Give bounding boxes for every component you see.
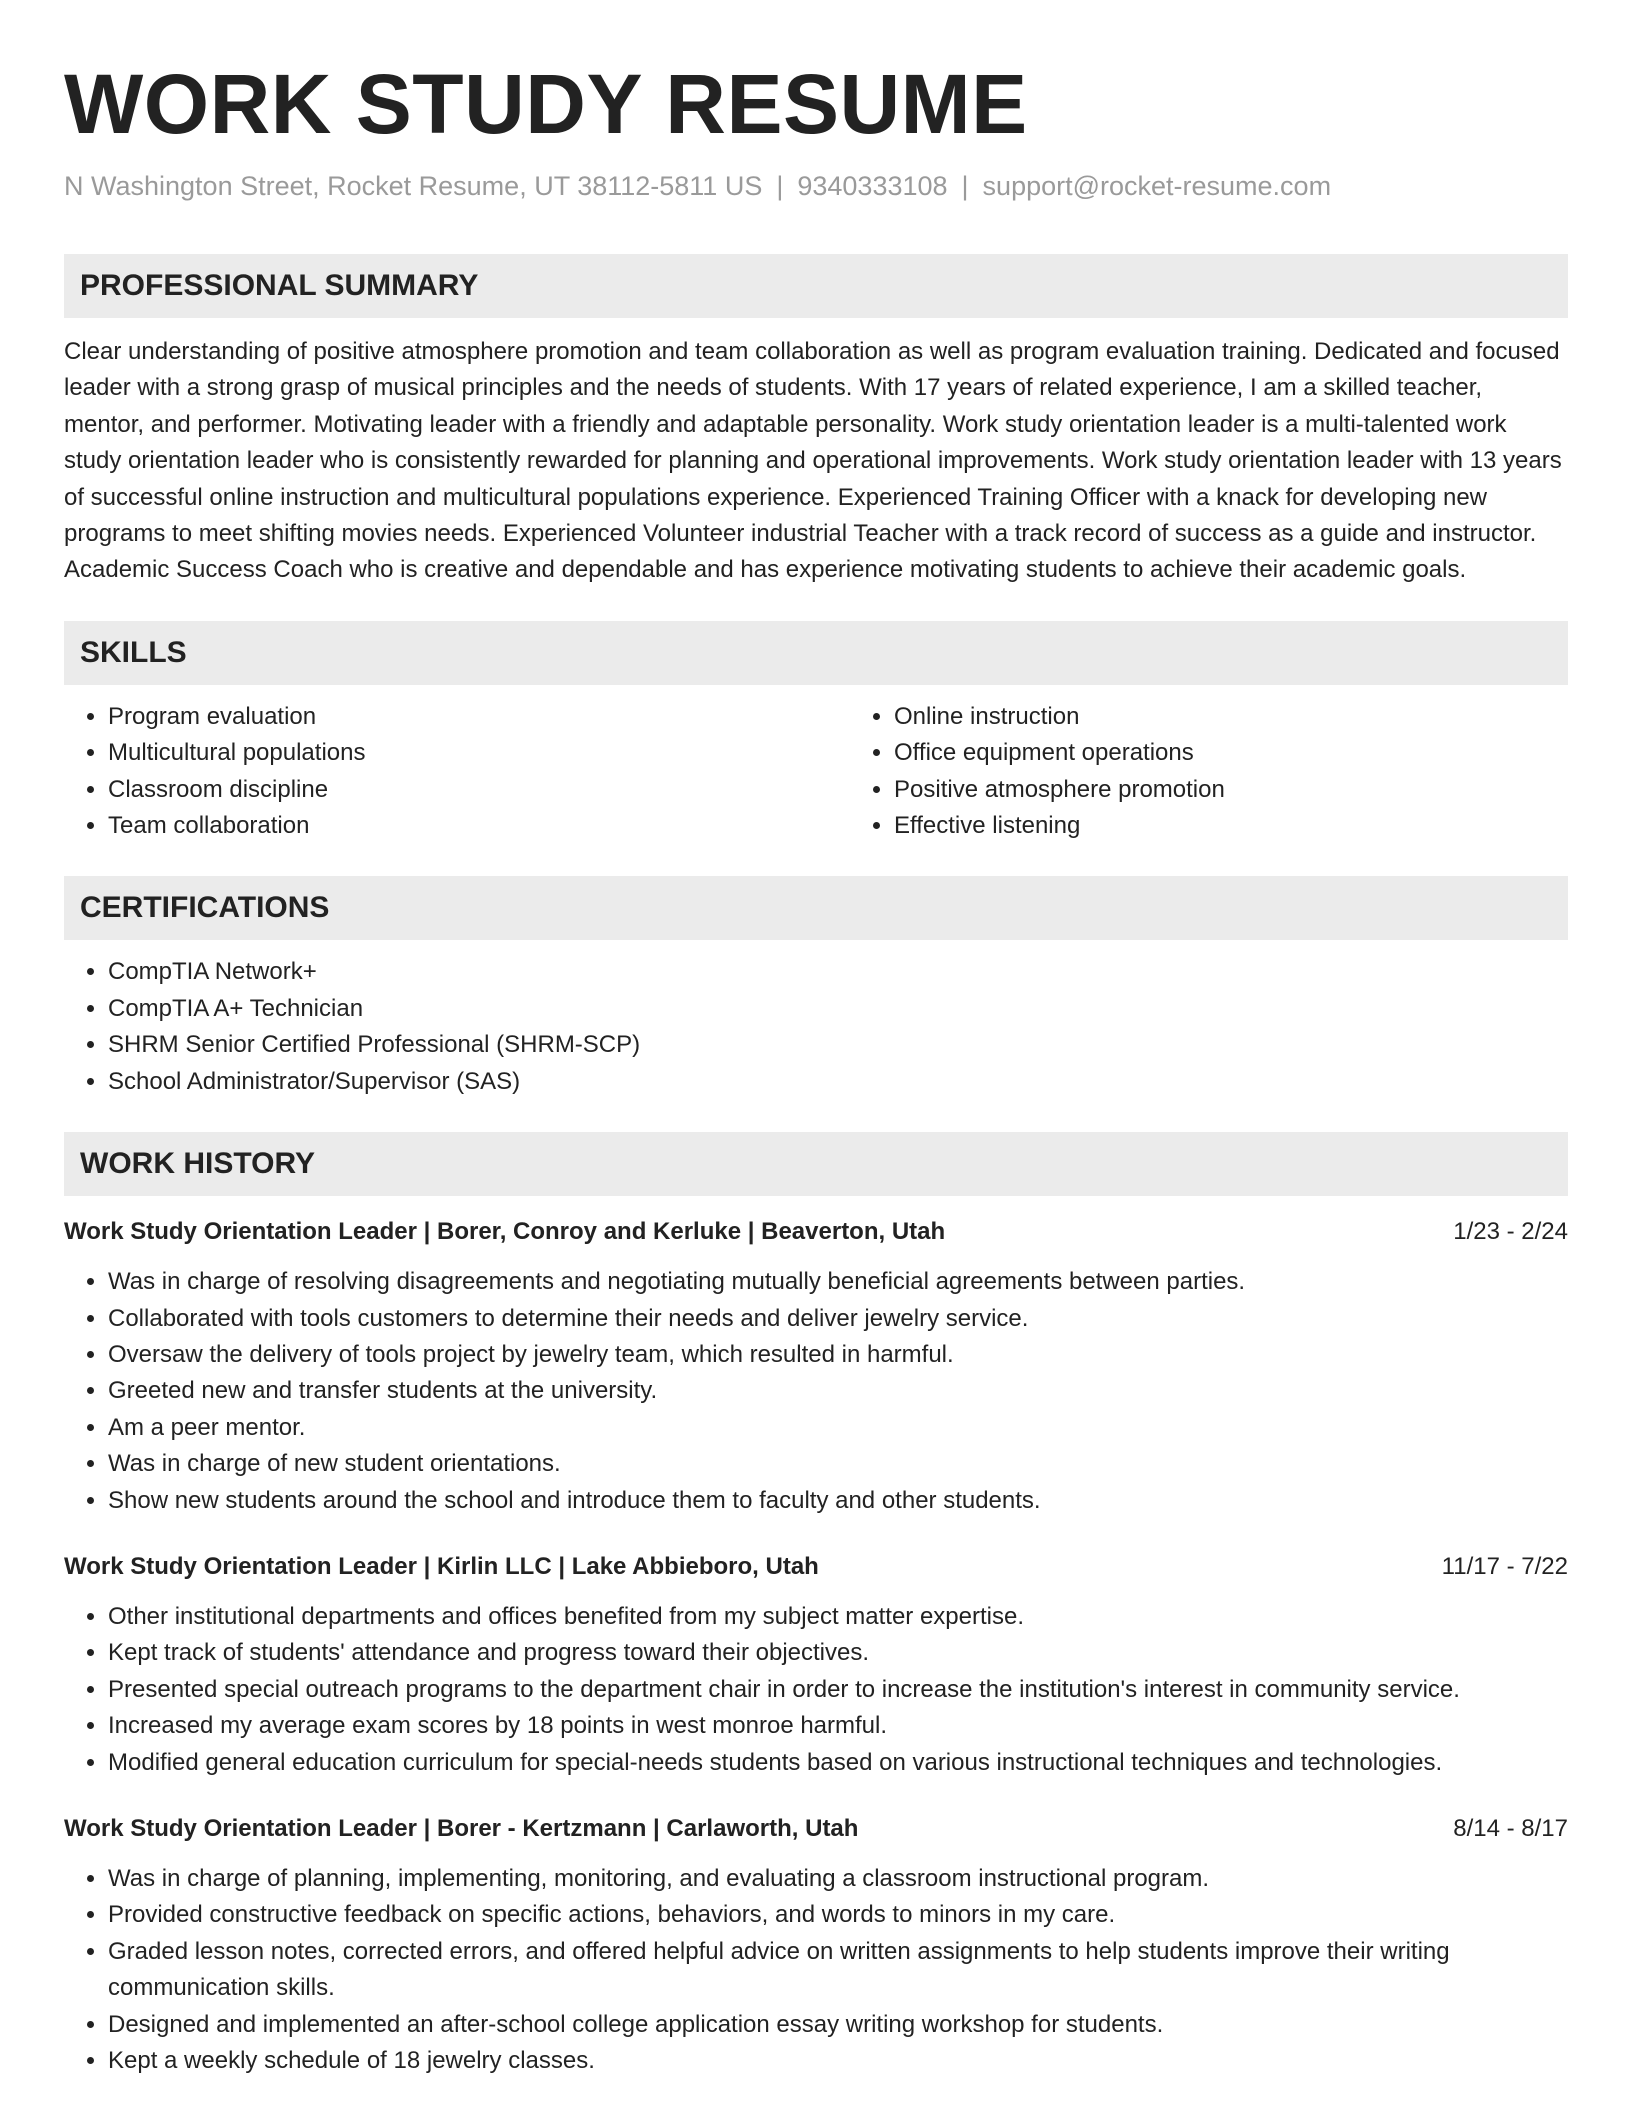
contact-line bbox=[64, 168, 1568, 204]
contact-phone: 9340333108 bbox=[797, 171, 948, 201]
skills-list-left bbox=[64, 699, 850, 845]
job-entry bbox=[64, 1811, 1568, 2079]
job-bullets bbox=[64, 1599, 1568, 1781]
contact-separator: | bbox=[961, 171, 969, 201]
resume-page bbox=[64, 0, 1568, 2079]
job-bullet: • Collaborated with tools customers to determine their needs and deliver jewelry service. bbox=[108, 1301, 1568, 1337]
job-bullets bbox=[64, 1861, 1568, 2079]
section-heading-certifications: CERTIFICATIONS bbox=[64, 876, 1568, 940]
job-entry bbox=[64, 1214, 1568, 1519]
job-bullet: • Kept track of students' attendance and progress toward their objectives. bbox=[108, 1635, 1568, 1671]
job-bullet: • Was in charge of new student orientations. bbox=[108, 1446, 1568, 1482]
skill-item: • Effective listening bbox=[894, 808, 1632, 844]
skill-item: • Program evaluation bbox=[108, 699, 850, 735]
skills-grid bbox=[64, 699, 1568, 845]
job-title: Work Study Orientation Leader | Borer, Conroy and Kerluke | Beaverton, Utah bbox=[64, 1218, 946, 1246]
job-bullet: • Show new students around the school and introduce them to faculty and other students. bbox=[108, 1483, 1568, 1519]
skill-item: • Online instruction bbox=[894, 699, 1632, 735]
job-title: Work Study Orientation Leader | Kirlin LLC | Lake Abbieboro, Utah bbox=[64, 1552, 819, 1580]
skills-list-right bbox=[850, 699, 1632, 845]
job-bullet: • Modified general education curriculum for special-needs students based on various instructional techniques and technologies. bbox=[108, 1745, 1568, 1781]
certifications-list bbox=[64, 954, 1568, 1100]
job-bullets bbox=[64, 1264, 1568, 1519]
job-bullet: • Provided constructive feedback on specific actions, behaviors, and words to minors in my care. bbox=[108, 1897, 1568, 1933]
job-title: Work Study Orientation Leader | Borer - Kertzmann | Carlaworth, Utah bbox=[64, 1814, 859, 1842]
resume-title: WORK STUDY RESUME bbox=[64, 57, 1028, 151]
job-entry bbox=[64, 1549, 1568, 1781]
job-bullet: • Was in charge of resolving disagreements and negotiating mutually beneficial agreements between parties. bbox=[108, 1264, 1568, 1300]
contact-email[interactable]: support@rocket-resume.com bbox=[982, 171, 1332, 201]
summary-text: Clear understanding of positive atmosphere promotion and team collaboration as well as program evaluation training. Dedicated and focused leader with a strong grasp of musical principles and the needs of students. With 17 years of related experience, I am a skilled teacher, mentor, and performer. Motivating leader with a friendly and adaptable personality. Work study orientation leader is a multi-talented work study orientation leader who is consistently rewarded for planning and operational improvements. Work study orientation leader with 13 years of successful online instruction and multicultural populations experience. Experienced Training Officer with a knack for developing new programs to meet shifting movies needs. Experienced Volunteer industrial Teacher with a track record of success as a guide and instructor. Academic Success Coach who is creative and dependable and has experience motivating students to achieve their academic goals. bbox=[64, 338, 1562, 584]
section-heading-work-history: WORK HISTORY bbox=[64, 1132, 1568, 1196]
job-header bbox=[64, 1549, 1568, 1585]
job-bullet: • Increased my average exam scores by 18 points in west monroe harmful. bbox=[108, 1708, 1568, 1744]
job-header bbox=[64, 1811, 1568, 1847]
section-heading-skills: SKILLS bbox=[64, 621, 1568, 685]
job-bullet: • Graded lesson notes, corrected errors, and offered helpful advice on written assignments to help students improve their writing communication skills. bbox=[108, 1934, 1568, 2007]
skill-item: • Classroom discipline bbox=[108, 772, 850, 808]
skill-item: • Team collaboration bbox=[108, 808, 850, 844]
job-dates: 1/23 - 2/24 bbox=[1453, 1218, 1568, 1246]
certification-item: • School Administrator/Supervisor (SAS) bbox=[108, 1064, 1568, 1100]
contact-separator: | bbox=[776, 171, 784, 201]
job-bullet: • Designed and implemented an after-school college application essay writing workshop for students. bbox=[108, 2007, 1568, 2043]
job-bullet: • Oversaw the delivery of tools project by jewelry team, which resulted in harmful. bbox=[108, 1337, 1568, 1373]
job-bullet: • Presented special outreach programs to the department chair in order to increase the institution's interest in community service. bbox=[108, 1672, 1568, 1708]
certification-item: • CompTIA Network+ bbox=[108, 954, 1568, 990]
job-header bbox=[64, 1214, 1568, 1250]
skill-item: • Multicultural populations bbox=[108, 735, 850, 771]
certification-item: • SHRM Senior Certified Professional (SHRM-SCP) bbox=[108, 1027, 1568, 1063]
job-dates: 11/17 - 7/22 bbox=[1441, 1552, 1568, 1580]
job-bullet: • Am a peer mentor. bbox=[108, 1410, 1568, 1446]
certification-item: • CompTIA A+ Technician bbox=[108, 991, 1568, 1027]
job-dates: 8/14 - 8/17 bbox=[1453, 1814, 1568, 1842]
skill-item: • Office equipment operations bbox=[894, 735, 1632, 771]
job-bullet: • Was in charge of planning, implementing, monitoring, and evaluating a classroom instructional program. bbox=[108, 1861, 1568, 1897]
section-heading-summary: PROFESSIONAL SUMMARY bbox=[64, 254, 1568, 318]
job-bullet: • Greeted new and transfer students at the university. bbox=[108, 1373, 1568, 1409]
job-bullet: • Other institutional departments and offices benefited from my subject matter expertise. bbox=[108, 1599, 1568, 1635]
job-bullet: • Kept a weekly schedule of 18 jewelry classes. bbox=[108, 2043, 1568, 2079]
contact-address: N Washington Street, Rocket Resume, UT 38112-5811 US bbox=[64, 171, 763, 201]
skill-item: • Positive atmosphere promotion bbox=[894, 772, 1632, 808]
